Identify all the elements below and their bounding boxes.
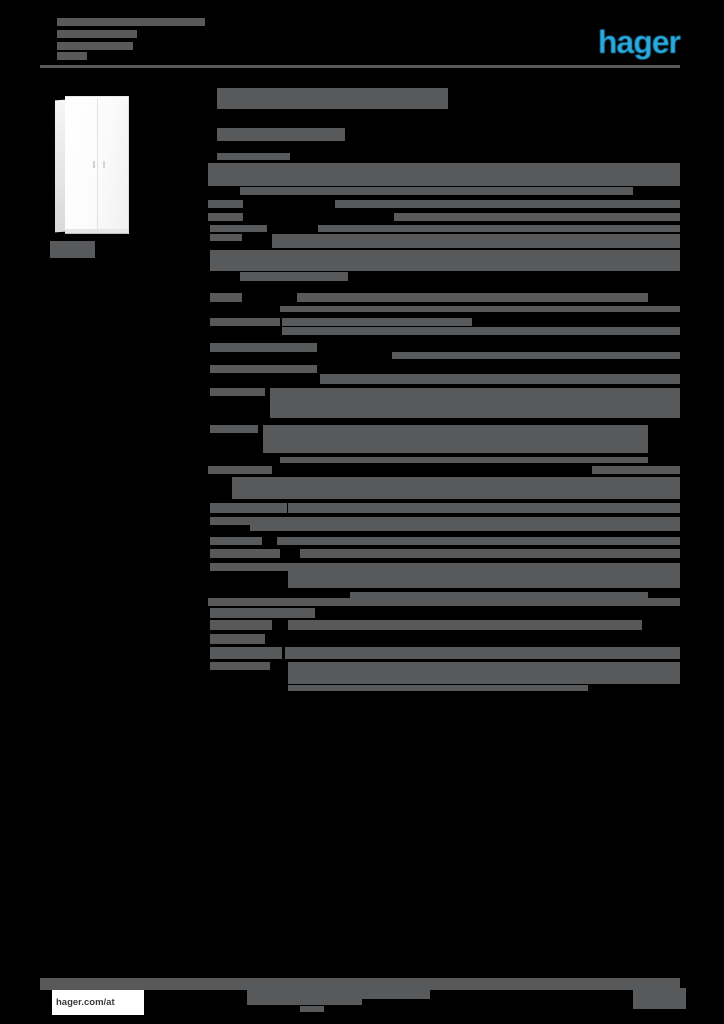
spec-row-bar	[282, 327, 680, 335]
spec-row-bar	[335, 200, 680, 208]
hager-logo: hager	[597, 24, 680, 60]
spec-row-bar	[210, 234, 242, 241]
paragraph-bar	[210, 388, 265, 396]
spec-row-bar	[210, 620, 272, 630]
paragraph-bar	[240, 272, 348, 281]
spec-row-bar	[210, 537, 262, 545]
spec-row-bar	[282, 318, 472, 326]
paragraph-bar	[288, 685, 588, 691]
paragraph-bar	[210, 425, 258, 433]
spec-row-bar	[210, 517, 250, 525]
spec-row-bar	[300, 549, 680, 558]
paragraph-bar	[210, 250, 680, 271]
paragraph-bar	[210, 563, 288, 571]
spec-label-bar	[210, 634, 265, 644]
spec-row-bar	[285, 647, 680, 659]
spec-row-bar	[210, 503, 287, 513]
footer-website-link[interactable]: hager.com/at	[56, 997, 115, 1008]
spec-row-bar	[208, 213, 243, 221]
header-address-line	[57, 30, 137, 38]
spec-row-bar	[210, 647, 282, 659]
spec-label-bar	[217, 153, 290, 160]
spec-row-bar	[288, 503, 680, 513]
spec-row-bar	[280, 306, 680, 312]
spec-row-bar	[592, 466, 680, 474]
spec-row-bar	[210, 549, 280, 558]
cabinet-base-shadow	[65, 229, 128, 234]
spec-row-bar	[280, 457, 648, 463]
paragraph-bar	[263, 425, 648, 453]
paragraph-bar	[240, 187, 633, 195]
header-address-line	[57, 42, 133, 50]
spec-row-bar	[288, 620, 642, 630]
spec-row-bar	[392, 352, 680, 359]
cabinet-handle	[93, 161, 105, 168]
footer-center-block	[300, 1006, 324, 1012]
spec-row-bar	[208, 466, 272, 474]
footer-center-block	[247, 990, 362, 1005]
cabinet-front-doors	[65, 96, 129, 234]
header-address-line	[57, 18, 205, 26]
spec-row-bar	[318, 225, 680, 232]
section-heading-bar	[210, 608, 315, 618]
spec-row-bar	[272, 234, 680, 248]
spec-row-bar	[208, 200, 243, 208]
spec-row-bar	[250, 517, 680, 531]
spec-row-bar	[208, 598, 680, 606]
spec-row-bar	[210, 318, 280, 326]
spec-row-bar	[320, 374, 680, 384]
footer-page-number-block	[633, 988, 686, 1009]
paragraph-bar	[208, 163, 680, 186]
paragraph-bar	[270, 388, 680, 418]
footer-band	[40, 978, 680, 990]
spec-row-bar	[210, 365, 317, 373]
product-title-bar	[217, 88, 448, 109]
spec-row-bar	[210, 293, 242, 302]
paragraph-bar	[288, 563, 680, 588]
paragraph-bar	[232, 477, 680, 499]
product-image	[55, 96, 128, 237]
header-divider-rule	[40, 65, 680, 68]
spec-row-bar	[297, 293, 648, 302]
spec-row-bar	[394, 213, 680, 221]
paragraph-bar	[288, 662, 680, 684]
product-caption-text	[50, 241, 95, 258]
spec-row-bar	[277, 537, 680, 545]
spec-row-bar	[210, 343, 317, 352]
spec-row-bar	[210, 225, 267, 232]
footer-center-block	[362, 990, 430, 999]
header-address-line	[57, 52, 87, 60]
paragraph-bar	[210, 662, 270, 670]
footer-website-box	[52, 990, 144, 1015]
product-subtitle-bar	[217, 128, 345, 141]
